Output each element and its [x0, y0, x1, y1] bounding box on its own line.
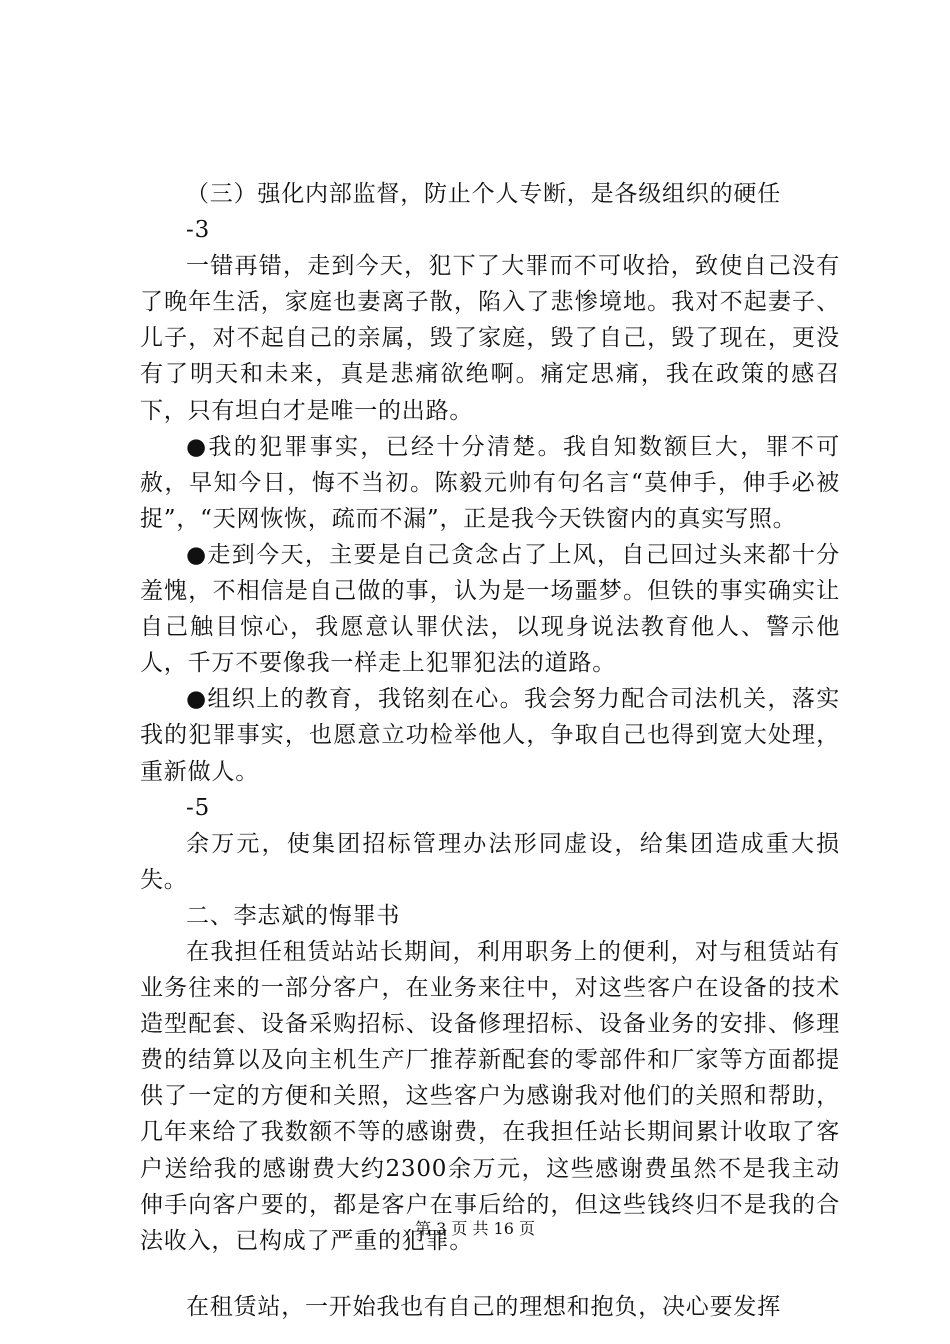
page-fragment-marker: -3: [186, 217, 211, 244]
paragraph-gap: [140, 1259, 840, 1289]
page-footer: 第 3 页 共 16 页: [415, 1219, 535, 1238]
body-paragraph: 在租赁站，一开始我也有自己的理想和抱负，决心要发挥: [186, 1293, 781, 1320]
body-paragraph: 余万元，使集团招标管理办法形同虚设，给集团造成重大损失。: [140, 830, 840, 893]
section-heading: 二、李志斌的悔罪书: [186, 902, 401, 929]
bullet-paragraph: ●组织上的教育，我铭刻在心。我会努力配合司法机关，落实我的犯罪事实，也愿意立功检举他人，争取自己也得到宽大处理，重新做人。: [140, 686, 840, 785]
bullet-paragraph: ●我的犯罪事实，已经十分清楚。我自知数额巨大，罪不可赦，早知今日，悔不当初。陈毅元帅有句名言“莫伸手，伸手必被捉”，“天网恢恢，疏而不漏”，正是我今天铁窗内的真实写照。: [140, 433, 840, 532]
body-paragraph: 在我担任租赁站站长期间，利用职务上的便利，对与租赁站有业务往来的一部分客户，在业务来往中，对这些客户在设备的技术造型配套、设备采购招标、设备修理招标、设备业务的安排、修理费的结算以及向主机生产厂推荐新配套的零部件和厂家等方面都提供了一定的方便和关照，这些客户为感谢我对他们的关照和帮助，几年来给了我数额不等的感谢费，在我担任站长期间累计收取了客户送给我的感谢费大约2300余万元，这些感谢费虽然不是我主动伸手向客户要的，都是客户在事后给的，但这些钱终归不是我的合法收入，已构成了严重的犯罪。: [140, 938, 840, 1254]
document-body: [140, 176, 840, 1325]
page-fragment-marker: -5: [186, 794, 211, 821]
body-paragraph: 一错再错，走到今天，犯下了大罪而不可收拾，致使自己没有了晚年生活，家庭也妻离子散，陷入了悲惨境地。我对不起妻子、儿子，对不起自己的亲属，毁了家庭，毁了自己，毁了现在，更没有了明天和未来，真是悲痛欲绝啊。痛定思痛，我在政策的感召下，只有坦白才是唯一的出路。: [140, 253, 840, 424]
bullet-paragraph: ●走到今天，主要是自己贪念占了上风，自己回过头来都十分羞愧，不相信是自己做的事，认为是一场噩梦。但铁的事实确实让自己触目惊心，我愿意认罪伏法，以现身说法教育他人、警示他人，千万不要像我一样走上犯罪犯法的道路。: [140, 541, 840, 677]
section-heading-3: （三）强化内部监督，防止个人专断，是各级组织的硬任: [186, 181, 781, 207]
